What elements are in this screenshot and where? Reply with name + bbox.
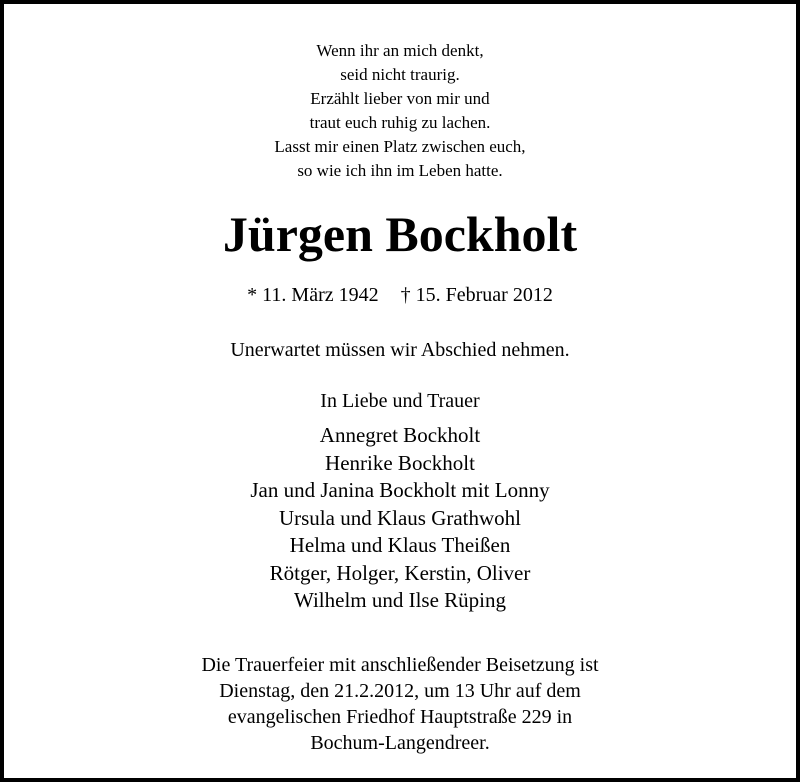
mourners-intro: In Liebe und Trauer	[320, 390, 480, 412]
poem-line: seid nicht traurig.	[340, 65, 460, 84]
life-dates	[4, 282, 796, 308]
poem-line: Wenn ihr an mich denkt,	[316, 41, 484, 60]
poem-line: Erzählt lieber von mir und	[310, 89, 490, 108]
funeral-line: Dienstag, den 21.2.2012, um 13 Uhr auf dem	[219, 680, 581, 702]
birth-date: * 11. März 1942	[247, 284, 379, 306]
poem-line: traut euch ruhig zu lachen.	[309, 113, 491, 132]
farewell-statement: Unerwartet müssen wir Abschied nehmen.	[230, 339, 570, 361]
mourner-name: Wilhelm und Ilse Rüping	[293, 588, 507, 612]
mourner-name: Jan und Janina Bockholt mit Lonny	[250, 478, 550, 502]
funeral-details	[4, 652, 796, 756]
poem-line: so wie ich ihn im Leben hatte.	[297, 161, 503, 180]
mourner-name: Annegret Bockholt	[319, 423, 481, 447]
funeral-line: Bochum-Langendreer.	[310, 732, 490, 754]
mourner-name: Henrike Bockholt	[325, 450, 475, 475]
mourner-name: Rötger, Holger, Kerstin, Oliver	[269, 560, 531, 585]
deceased-name: Jürgen Bockholt	[222, 206, 578, 262]
mourner-name: Helma und Klaus Theißen	[289, 533, 511, 557]
poem	[4, 39, 796, 183]
mourners-list	[4, 422, 796, 615]
poem-line: Lasst mir einen Platz zwischen euch,	[274, 137, 526, 156]
funeral-line: Die Trauerfeier mit anschließender Beisetzung ist	[201, 654, 599, 676]
death-date: † 15. Februar 2012	[400, 284, 553, 306]
funeral-line: evangelischen Friedhof Hauptstraße 229 in	[227, 706, 573, 728]
mourner-name: Ursula und Klaus Grathwohl	[278, 505, 522, 530]
